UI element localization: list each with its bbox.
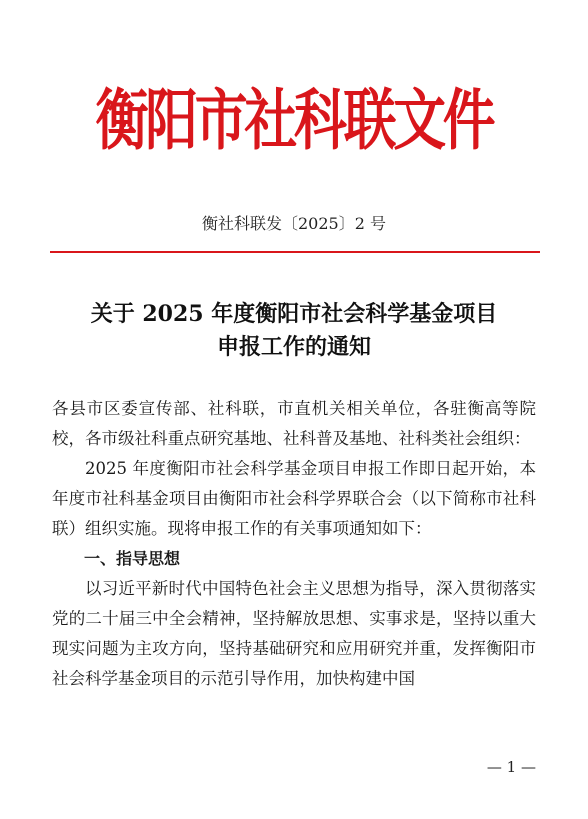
notice-body bbox=[52, 394, 536, 694]
guiding-ideology-clip bbox=[52, 574, 536, 694]
notice-title-line-2: 申报工作的通知 bbox=[216, 334, 371, 360]
red-divider-line bbox=[50, 251, 540, 253]
section-heading-guiding-ideology: 一、指导思想 bbox=[84, 549, 181, 568]
intro-paragraph: 2025 年度衡阳市社会科学基金项目申报工作即日起开始，本年度市社科基金项目由衡阳市社会科学界联合会（以下简称市社科联）组织实施。现将申报工作的有关事项通知如下： bbox=[52, 459, 536, 538]
guiding-ideology-paragraph: 以习近平新时代中国特色社会主义思想为指导，深入贯彻落实党的二十届三中全会精神，坚持解放思想、实事求是，坚持以重大现实问题为主攻方向，坚持基础研究和应用研究并重，发挥衡阳市社会科学基金项目的示范引导作用，加快构建中国 bbox=[52, 579, 536, 688]
page-number: — 1 — bbox=[486, 758, 536, 776]
document-number: 衡社科联发〔2025〕2 号 bbox=[202, 214, 386, 233]
notice-title-line-1: 关于 2025 年度衡阳市社会科学基金项目 bbox=[90, 301, 498, 327]
addressee-paragraph: 各县市区委宣传部、社科联，市直机关相关单位，各驻衡高等院校，各市级社科重点研究基地、社科普及基地、社科类社会组织： bbox=[52, 399, 536, 448]
masthead-title: 衡阳市社科联文件 bbox=[95, 81, 493, 159]
notice-title bbox=[0, 298, 588, 364]
